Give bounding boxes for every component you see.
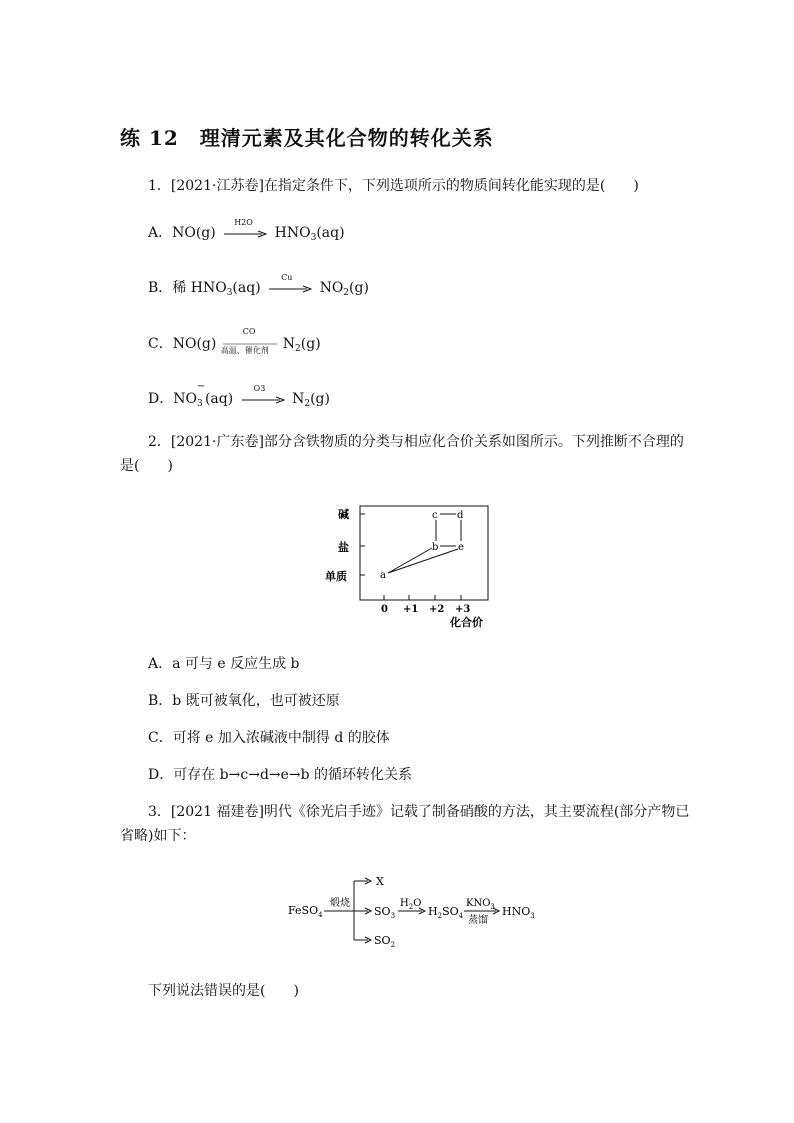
flow-out-so2: $SO_2$ xyxy=(374,934,396,949)
flow-start: FeSO$_4$ xyxy=(288,904,323,919)
q1-option-b[interactable]: B．稀 $HNO_3(aq)$ Cu $NO_2(g)$ xyxy=(148,273,369,298)
q2-stem-line2: 是( ) xyxy=(120,458,173,474)
q2-option-b[interactable]: B．b 既可被氧化，也可被还原 xyxy=(148,693,340,709)
point-e: e xyxy=(458,542,464,553)
y-label-element: 单质 xyxy=(325,570,347,583)
flow-end: $HNO_3$ xyxy=(502,905,535,920)
point-b: b xyxy=(432,542,439,553)
flow-cond-kno3: $KNO_3$ xyxy=(466,898,495,911)
reaction-arrow: Cu xyxy=(265,281,315,295)
q3-stem-line1: 3．[2021 福建卷]明代《徐光启手迹》记载了制备硝酸的方法，其主要流程(部分产物已 xyxy=(148,804,690,820)
flow-cond-water: $H_2O$ xyxy=(400,898,422,911)
flow-mid: $H_2SO_4$ xyxy=(428,905,464,920)
page-title: 练 12 理清元素及其化合物的转化关系 xyxy=(120,126,494,150)
q1-option-d[interactable]: D．NO − $_3$ (aq) O3 $N_2(g)$ xyxy=(148,381,330,409)
q1-stem: 1．[2021·江苏卷]在指定条件下，下列选项所示的物质间转化能实现的是( ) xyxy=(148,178,639,194)
q2-option-c[interactable]: C．可将 e 加入浓碱液中制得 d 的胶体 xyxy=(148,730,390,746)
point-d: d xyxy=(457,510,464,521)
iron-valence-diagram xyxy=(320,498,500,638)
x-tick-3: +3 xyxy=(455,604,471,615)
q3-sub-question: 下列说法错误的是( ) xyxy=(148,983,299,999)
q1-option-c[interactable]: C．NO(g) CO 高温、催化剂 $N_2(g)$ xyxy=(148,327,321,355)
flow-out-x: X xyxy=(376,875,384,888)
reaction-arrow: O3 xyxy=(238,392,288,406)
x-tick-2: +2 xyxy=(429,604,445,615)
point-c: c xyxy=(432,510,438,521)
q3-stem-line2: 省略)如下： xyxy=(120,828,196,844)
flow-cond-calcine: 煅烧 xyxy=(330,898,350,909)
q1-option-a[interactable]: A．NO(g) H2O $HNO_3(aq)$ xyxy=(148,218,345,243)
q2-stem-line1: 2．[2021·广东卷]部分含铁物质的分类与相应化合价关系如图所示。下列推断不合理的 xyxy=(148,434,684,450)
q2-option-a[interactable]: A．a 可与 e 反应生成 b xyxy=(148,656,300,672)
x-tick-1: +1 xyxy=(403,604,419,615)
reaction-arrow: CO 高温、催化剂 xyxy=(220,327,269,355)
x-tick-0: 0 xyxy=(381,604,388,615)
nitric-acid-flowchart xyxy=(280,866,550,952)
x-axis-title: 化合价 xyxy=(450,616,483,629)
y-label-base: 碱 xyxy=(338,508,349,521)
reaction-arrow: H2O xyxy=(220,226,270,240)
flow-out-so3: $SO_3$ xyxy=(374,905,396,920)
y-label-salt: 盐 xyxy=(338,541,349,554)
q2-option-d[interactable]: D．可存在 b→c→d→e→b 的循环转化关系 xyxy=(148,767,413,783)
flow-cond-distill: 蒸馏 xyxy=(468,915,488,926)
point-a: a xyxy=(380,570,386,581)
